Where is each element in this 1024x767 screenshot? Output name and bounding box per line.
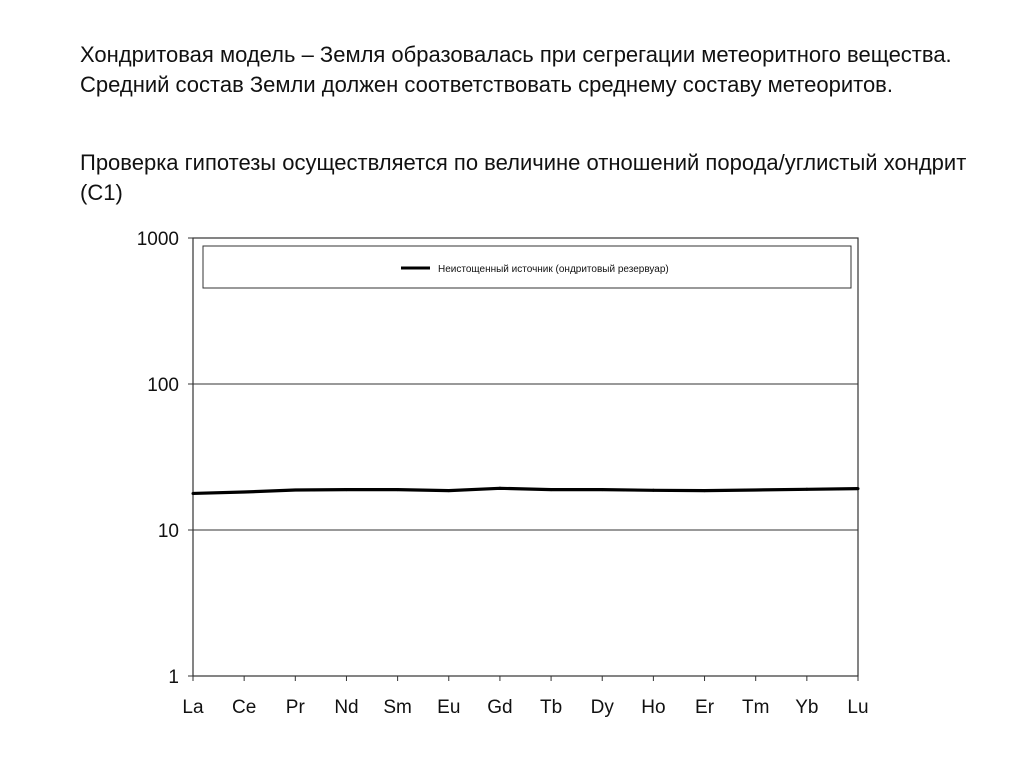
x-tick-label: Sm [383,697,412,718]
data-point [652,489,655,492]
y-tick-label: 10 [157,521,179,542]
x-axis [182,676,868,718]
x-tick-label: La [182,697,204,718]
x-tick-label: Nd [334,697,359,718]
x-tick-label: Eu [437,697,461,718]
chart-gridlines [193,384,858,530]
y-tick-label: 100 [147,375,179,396]
x-tick-label: Ce [232,697,257,718]
x-tick-label: Er [695,697,715,718]
x-tick-label: Ho [641,697,666,718]
y-tick-label: 1 [168,667,179,688]
y-axis [137,229,193,688]
data-point [857,487,860,490]
x-tick-label: Lu [847,697,869,718]
data-point [345,488,348,491]
x-tick-label: Dy [590,697,614,718]
hypothesis-paragraph-text: Проверка гипотезы осуществляется по величине отношений порода/углистый хондрит (С1) [80,150,967,205]
x-tick-label: Tm [741,697,770,718]
intro-paragraph-text: Хондритовая модель – Земля образовалась при сегрегации метеоритного вещества. Средний состав Земли должен соответствовать среднему составу метеоритов. [80,42,952,97]
x-tick-label: Tb [539,697,563,718]
data-point [498,487,501,490]
data-point [447,489,450,492]
data-point [805,488,808,491]
legend-label: Неистощенный источник (ондритовый резервуар) [438,264,669,275]
data-point [192,492,195,495]
legend [203,246,851,288]
data-point [396,488,399,491]
series-group [192,487,860,495]
data-point [703,489,706,492]
data-point [601,488,604,491]
x-tick-label: Pr [285,697,305,718]
x-tick-label: Gd [487,697,513,718]
data-point [550,488,553,491]
data-point [754,488,757,491]
y-tick-label: 1000 [136,229,179,250]
series-line [193,488,858,493]
data-point [243,491,246,494]
plot-area [193,238,858,676]
data-point [294,488,297,491]
x-tick-label: Yb [795,697,819,718]
